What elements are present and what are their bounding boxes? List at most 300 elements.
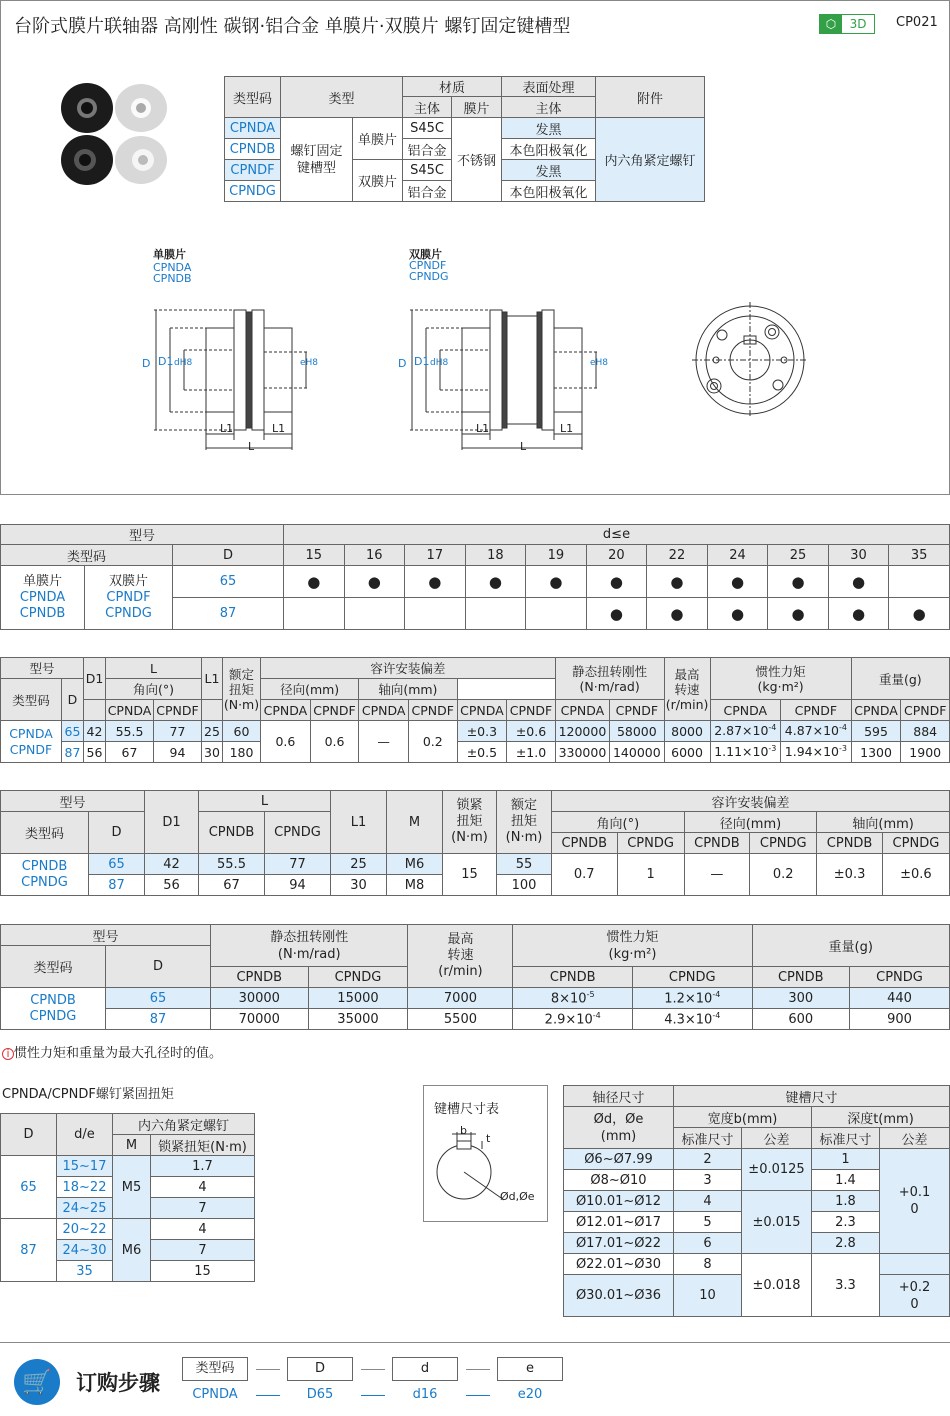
cell: 1.7 — [151, 1156, 255, 1177]
th-code: CPNDF — [901, 700, 950, 721]
dash — [466, 1369, 490, 1370]
3d-badge[interactable] — [819, 14, 875, 34]
cell: +0.2 0 — [880, 1275, 950, 1317]
th-torque: 额定 扭矩 (N·m) — [223, 658, 261, 721]
th-L1: L1 — [202, 658, 223, 700]
value: 4.3×10 — [664, 1012, 713, 1028]
th-screw: 内六角紧定螺钉 — [113, 1114, 255, 1135]
th-key: 键槽尺寸 — [674, 1086, 950, 1107]
th-width: 宽度b(mm) — [674, 1107, 812, 1128]
cell: 77 — [265, 854, 331, 875]
cell: 70000 — [211, 1009, 309, 1030]
bore-mark — [889, 566, 950, 598]
bore-mark: ● — [344, 566, 405, 598]
cpnda-cpndf-table — [0, 657, 950, 763]
cell: M6 — [113, 1219, 151, 1282]
th-size: 35 — [889, 545, 950, 566]
dim-L1: L1 — [272, 422, 286, 435]
cell: 300 — [752, 988, 850, 1009]
cell: 35 — [57, 1261, 113, 1282]
th-angular: 角向(°) — [552, 812, 685, 833]
th-size: 24 — [707, 545, 768, 566]
cell — [710, 742, 781, 763]
dim-D1: D1 — [414, 355, 430, 368]
bore-mark — [526, 598, 587, 630]
cell: Ø22.01~Ø30 — [564, 1254, 674, 1275]
th-attach: 附件 — [596, 77, 705, 118]
cell: 7 — [151, 1240, 255, 1261]
drawing-code: CPNDF — [409, 259, 447, 272]
cell: 1.4 — [812, 1170, 880, 1191]
cell: 15 — [443, 854, 497, 896]
cell: ±0.3 — [457, 721, 507, 742]
cell: 1300 — [851, 742, 901, 763]
th-typecode: 类型码 — [1, 946, 106, 988]
th-diaphragm: 膜片 — [452, 97, 502, 118]
bore-mark — [405, 598, 466, 630]
keyway-d: Ød,Øe — [500, 1190, 535, 1203]
single-codes: CPNDA CPNDB — [19, 589, 66, 621]
th-code: CPNDG — [265, 812, 331, 854]
exponent: -4 — [712, 1010, 721, 1020]
th-speed: 最高 转速 (r/min) — [408, 925, 513, 988]
cell: M5 — [113, 1156, 151, 1219]
cpndb-cpndg-table — [0, 790, 950, 896]
surface-cell: 发黑 — [502, 118, 596, 139]
th-code: CPNDA — [555, 700, 609, 721]
cell: 5 — [674, 1212, 742, 1233]
bore-mark: ● — [526, 566, 587, 598]
code-cpndg[interactable]: CPNDG — [225, 181, 281, 202]
cell: 0.6 — [261, 721, 311, 763]
cell: Ø12.01~Ø17 — [564, 1212, 674, 1233]
cell: 0.2 — [750, 854, 817, 896]
th-D1: D1 — [84, 658, 106, 700]
th-deviation: 容许安装偏差 — [552, 791, 950, 812]
cell: 2 — [674, 1149, 742, 1170]
cell: 56 — [84, 742, 106, 763]
cell: 87 — [62, 742, 84, 763]
cell — [513, 1009, 633, 1030]
cell: 25 — [202, 721, 223, 742]
th-code: CPNDB — [513, 967, 633, 988]
cell: ±0.015 — [742, 1191, 812, 1254]
cell: 15000 — [308, 988, 408, 1009]
th-M: M — [387, 791, 443, 854]
screw-table-title: CPNDA/CPNDF螺钉紧固扭矩 — [2, 1087, 174, 1102]
double-codes: CPNDF CPNDG — [105, 589, 152, 621]
dim-L: L — [520, 440, 527, 453]
cell: 60 — [223, 721, 261, 742]
screw-torque-table — [0, 1113, 255, 1282]
step-box: d — [392, 1357, 458, 1381]
cell — [710, 721, 781, 742]
th-tol: 公差 — [742, 1128, 812, 1149]
mat-cell: S45C — [403, 118, 452, 139]
bore-mark — [344, 598, 405, 630]
cell — [781, 742, 852, 763]
th-std: 标准尺寸 — [674, 1128, 742, 1149]
th-shaft: 轴径尺寸 — [564, 1086, 674, 1107]
cell: Ø17.01~Ø22 — [564, 1233, 674, 1254]
th-inertia: 惯性力矩 (kg·m²) — [513, 925, 752, 967]
cell: 595 — [851, 721, 901, 742]
th-code: CPNDB — [817, 833, 883, 854]
cell: 600 — [752, 1009, 850, 1030]
cell: +0.1 0 — [880, 1149, 950, 1254]
exponent: -3 — [838, 744, 847, 754]
note-text: 惯性力矩和重量为最大孔径时的值。 — [14, 1046, 223, 1061]
row-codes: CPNDB CPNDG — [1, 988, 106, 1030]
dim-d: dH8 — [430, 358, 449, 368]
cell: 30 — [202, 742, 223, 763]
surface-cell: 本色阳极氧化 — [502, 181, 596, 202]
th-shaft2: Ød，Øe (mm) — [564, 1107, 674, 1149]
keyway-table — [563, 1085, 950, 1317]
th-tol: 公差 — [880, 1128, 950, 1149]
th-code: CPNDA — [851, 700, 901, 721]
th-model: 型号 — [1, 525, 284, 545]
th-axial: 轴向(mm) — [817, 812, 950, 833]
th-D: D — [89, 812, 145, 854]
cell: 140000 — [610, 742, 664, 763]
th-model: 型号 — [1, 791, 145, 812]
double-label: 双膜片 — [108, 573, 148, 589]
cell: 1 — [812, 1149, 880, 1170]
cell: 30 — [331, 875, 387, 896]
cell: ±0.6 — [882, 854, 949, 896]
th-code: CPNDG — [750, 833, 817, 854]
exponent: -4 — [838, 723, 847, 733]
cell: 2.8 — [812, 1233, 880, 1254]
single-diaphragm-drawing — [140, 300, 340, 460]
cell: 56 — [145, 875, 199, 896]
th-de: d≤e — [284, 525, 950, 545]
code-cpndb[interactable]: CPNDB — [225, 139, 281, 160]
double-drawing-title: 双膜片 — [409, 248, 442, 261]
bore-table — [0, 524, 950, 630]
th-code: CPNDA — [457, 700, 507, 721]
cell: 0.2 — [409, 721, 457, 763]
cell: 58000 — [610, 721, 664, 742]
th-code: CPNDG — [308, 967, 408, 988]
keyway-t: t — [486, 1132, 491, 1145]
cell: 1 — [617, 854, 684, 896]
cell: 67 — [199, 875, 265, 896]
value: 1.94×10 — [784, 744, 839, 760]
th-D: D — [106, 946, 211, 988]
cell: 24~30 — [57, 1240, 113, 1261]
cell: 4 — [151, 1219, 255, 1240]
cell: 87 — [89, 875, 145, 896]
dash — [256, 1395, 280, 1396]
note — [2, 1042, 222, 1061]
th-de: d/e — [57, 1114, 113, 1156]
th-L: L — [106, 658, 202, 679]
bore-mark: ● — [828, 598, 889, 630]
cell: 15~17 — [57, 1156, 113, 1177]
bore-mark: ● — [405, 566, 466, 598]
cell: 6000 — [664, 742, 710, 763]
surface-cell: 发黑 — [502, 160, 596, 181]
drawing-code: CPNDA — [153, 261, 192, 274]
cell: 100 — [497, 875, 552, 896]
cell: 5500 — [408, 1009, 513, 1030]
th-depth: 深度t(mm) — [812, 1107, 950, 1128]
th-code: CPNDF — [507, 700, 555, 721]
cell: 87 — [1, 1219, 57, 1282]
step-box: e — [497, 1357, 563, 1381]
cell: 2.3 — [812, 1212, 880, 1233]
cell: 25 — [331, 854, 387, 875]
bore-mark: ● — [768, 566, 829, 598]
cell: 900 — [850, 1009, 950, 1030]
dim-D1: D1 — [158, 355, 174, 368]
cell: 30000 — [211, 988, 309, 1009]
th-code: CPNDF — [154, 700, 202, 721]
diaphragm-cell: 不锈钢 — [452, 118, 502, 202]
dim-L: L — [248, 440, 255, 453]
cart-icon: 🛒 — [14, 1359, 60, 1405]
cell: 4 — [151, 1177, 255, 1198]
cell: 3 — [674, 1170, 742, 1191]
drawing-code: CPNDG — [409, 270, 449, 283]
cell: 8 — [674, 1254, 742, 1275]
th-torque: 锁紧扭矩(N·m) — [151, 1135, 255, 1156]
th-code: CPNDA — [106, 700, 154, 721]
exponent: -5 — [586, 989, 595, 999]
attach-cell: 内六角紧定螺钉 — [596, 118, 705, 202]
th-size: 16 — [344, 545, 405, 566]
cell: 7 — [151, 1198, 255, 1219]
th-code: CPNDG — [632, 967, 752, 988]
product-photo — [55, 80, 180, 190]
th-weight: 重量(g) — [752, 925, 949, 967]
step-value: CPNDA — [192, 1387, 238, 1402]
cell: 4 — [674, 1191, 742, 1212]
cell — [880, 1254, 950, 1275]
cell: Ø8~Ø10 — [564, 1170, 674, 1191]
bore-mark — [284, 598, 345, 630]
bore-mark — [465, 598, 526, 630]
cell: ±1.0 — [507, 742, 555, 763]
step-box: 类型码 — [182, 1357, 248, 1381]
bore-mark: ● — [647, 598, 708, 630]
cell: 1.8 — [812, 1191, 880, 1212]
single-drawing-title: 单膜片 — [153, 248, 186, 261]
cell: 65 — [1, 1156, 57, 1219]
exponent: -4 — [768, 723, 777, 733]
th-speed: 最高 转速 (r/min) — [664, 658, 710, 721]
th-M: M — [113, 1135, 151, 1156]
dash — [361, 1369, 385, 1370]
cell — [632, 988, 752, 1009]
cell — [781, 721, 852, 742]
cell: 94 — [154, 742, 202, 763]
th-size: 25 — [768, 545, 829, 566]
cell: 55.5 — [199, 854, 265, 875]
cell: 120000 — [555, 721, 609, 742]
value: 2.87×10 — [714, 723, 769, 739]
cell: 440 — [850, 988, 950, 1009]
dim-L1: L1 — [476, 422, 490, 435]
keyway-figure — [423, 1085, 548, 1222]
mat-cell: 铝合金 — [403, 181, 452, 202]
single-cell: 单膜片 — [353, 118, 403, 160]
th-size: 15 — [284, 545, 345, 566]
cell: 0.6 — [310, 721, 358, 763]
th-code: CPNDF — [781, 700, 852, 721]
th-deviation: 容许安装偏差 — [261, 658, 556, 679]
dim-e: eH8 — [300, 358, 319, 368]
th-code: CPNDA — [710, 700, 781, 721]
th-code: CPNDG — [617, 833, 684, 854]
dash — [361, 1395, 385, 1396]
cell: 7000 — [408, 988, 513, 1009]
cell: 6 — [674, 1233, 742, 1254]
single-label: 单膜片 — [22, 573, 62, 589]
th-surface: 表面处理 — [502, 77, 596, 97]
dash — [256, 1369, 280, 1370]
row-codes: CPNDA CPNDF — [1, 721, 62, 763]
th-code: CPNDG — [850, 967, 950, 988]
value: 2.9×10 — [544, 1012, 593, 1028]
th-code: CPNDF — [310, 700, 358, 721]
cell: Ø6~Ø7.99 — [564, 1149, 674, 1170]
value: 1.2×10 — [664, 991, 713, 1007]
cell: 55 — [497, 854, 552, 875]
row-codes: CPNDB CPNDG — [1, 854, 89, 896]
dim-D: D — [142, 357, 151, 370]
th-lock: 锁紧 扭矩 (N·m) — [443, 791, 497, 854]
th-code: CPNDG — [882, 833, 949, 854]
bore-mark: ● — [828, 566, 889, 598]
th-typecode: 类型码 — [1, 812, 89, 854]
th-code: CPNDA — [261, 700, 311, 721]
cell: 3.3 — [812, 1254, 880, 1317]
code-cpndf[interactable]: CPNDF — [225, 160, 281, 181]
info-icon: i — [2, 1048, 14, 1060]
keyway-b: b — [460, 1124, 467, 1137]
th-body2: 主体 — [502, 97, 596, 118]
product-code: CP021 — [896, 15, 938, 30]
th-code: CPNDB — [199, 812, 265, 854]
cell: Ø10.01~Ø12 — [564, 1191, 674, 1212]
cell: M6 — [387, 854, 443, 875]
cell: ±0.5 — [457, 742, 507, 763]
th-weight: 重量(g) — [851, 658, 949, 700]
th-L1: L1 — [331, 791, 387, 854]
dim-L1: L1 — [560, 422, 574, 435]
3d-label: 3D — [849, 17, 867, 31]
dim-L1: L1 — [220, 422, 234, 435]
bore-mark: ● — [889, 598, 950, 630]
th-inertia: 惯性力矩 (kg·m²) — [710, 658, 851, 700]
th-code: CPNDB — [552, 833, 618, 854]
cell: ±0.6 — [507, 721, 555, 742]
th-model: 型号 — [1, 925, 211, 946]
bore-mark: ● — [465, 566, 526, 598]
th-code: CPNDB — [211, 967, 309, 988]
cell: 884 — [901, 721, 950, 742]
th-body: 主体 — [403, 97, 452, 118]
cell: 65 — [62, 721, 84, 742]
value: 4.87×10 — [784, 723, 839, 739]
cell: — — [684, 854, 750, 896]
th-code: CPNDA — [359, 700, 409, 721]
bore-mark: ● — [284, 566, 345, 598]
th-radial: 径向(mm) — [261, 679, 359, 700]
th-code: CPNDF — [610, 700, 664, 721]
bore-mark: ● — [586, 566, 647, 598]
mat-cell: S45C — [403, 160, 452, 181]
cell: 42 — [145, 854, 199, 875]
mat-cell: 铝合金 — [403, 139, 452, 160]
th-size: 22 — [647, 545, 708, 566]
code-cpnda[interactable]: CPNDA — [225, 118, 281, 139]
th-typecode: 类型码 — [1, 545, 173, 566]
th-stiffness: 静态扭转刚性 (N·m/rad) — [555, 658, 664, 700]
step-box: D — [287, 1357, 353, 1381]
step-value: D65 — [306, 1387, 334, 1402]
cell: M8 — [387, 875, 443, 896]
dim-D: D — [398, 357, 407, 370]
value: 1.11×10 — [714, 744, 769, 760]
cell: 94 — [265, 875, 331, 896]
th-material: 材质 — [403, 77, 502, 97]
bore-mark: ● — [768, 598, 829, 630]
dim-e: eH8 — [590, 358, 609, 368]
cell — [632, 1009, 752, 1030]
th-model: 型号 — [1, 658, 84, 679]
th-std: 标准尺寸 — [812, 1128, 880, 1149]
cell: 18~22 — [57, 1177, 113, 1198]
exponent: -3 — [768, 744, 777, 754]
cell: 24~25 — [57, 1198, 113, 1219]
exponent: -4 — [712, 989, 721, 999]
th-size: 18 — [465, 545, 526, 566]
cell: 330000 — [555, 742, 609, 763]
th-radial: 径向(mm) — [684, 812, 817, 833]
spec-table — [224, 76, 705, 202]
cell: 42 — [84, 721, 106, 742]
th-typecode: 类型码 — [1, 679, 62, 721]
cell: Ø30.01~Ø36 — [564, 1275, 674, 1317]
th-size: 30 — [828, 545, 889, 566]
th-angular: 角向(°) — [106, 679, 202, 700]
exponent: -4 — [592, 1010, 601, 1020]
cell: 8000 — [664, 721, 710, 742]
front-view-drawing — [690, 300, 810, 420]
cell: 87 — [106, 1009, 211, 1030]
th-D: D — [62, 679, 84, 721]
th-code: CPNDF — [409, 700, 457, 721]
cell: 65 — [89, 854, 145, 875]
th-L: L — [199, 791, 331, 812]
value: 8×10 — [550, 991, 587, 1007]
step-value: d16 — [412, 1387, 438, 1402]
page-title: 台阶式膜片联轴器 高刚性 碳钢·铝合金 单膜片·双膜片 螺钉固定键槽型 — [14, 16, 571, 37]
cell: 35000 — [308, 1009, 408, 1030]
cell: 65 — [106, 988, 211, 1009]
surface-cell: 本色阳极氧化 — [502, 139, 596, 160]
cell: 180 — [223, 742, 261, 763]
cell: 77 — [154, 721, 202, 742]
th-D1: D1 — [145, 791, 199, 854]
keyway-title: 键槽尺寸表 — [434, 1102, 500, 1117]
th-stiffness: 静态扭转刚性 (N·m/rad) — [211, 925, 408, 967]
th-code: CPNDB — [684, 833, 750, 854]
